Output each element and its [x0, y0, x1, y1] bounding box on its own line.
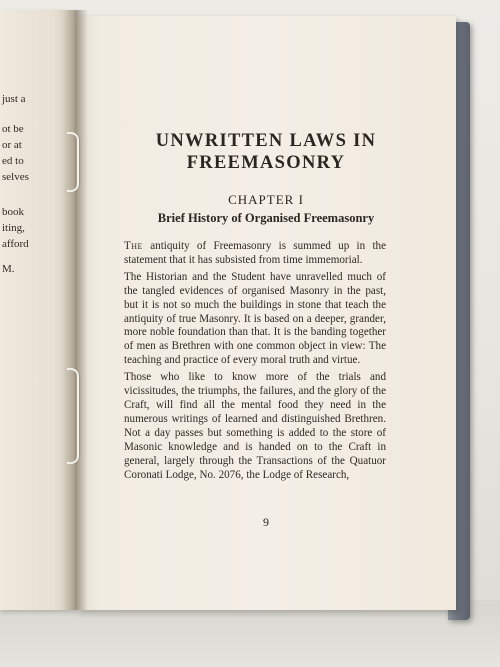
left-fragment: iting,	[2, 222, 25, 234]
paragraph-lead-word: The	[124, 240, 143, 252]
binding-stitch-bottom	[67, 368, 79, 464]
left-fragment: selves	[2, 171, 29, 183]
paragraph-1	[124, 240, 386, 268]
paragraph-2: The Historian and the Student have unravelled much of the tangled evidences of organised Masonry in the past, but it is not so much the buildings in stone that teach the antiquity of true Masonry. It is based on a deeper, grander, more noble foundation than that. It is the banding together of men as Brethren with one common object in view: The teaching and practice of every moral truth and virtue.	[124, 270, 386, 367]
left-fragment: just a	[2, 93, 26, 105]
page-number: 9	[263, 515, 269, 529]
table-shadow	[0, 600, 500, 667]
paragraph-1-text: antiquity of Freemasonry is summed up in the statement that it has subsisted from time immemorial.	[124, 240, 386, 266]
left-fragment: afford	[2, 238, 29, 250]
chapter-subtitle: Brief History of Organised Freemasonry	[157, 211, 375, 225]
chapter-heading: CHAPTER I	[228, 192, 304, 207]
page-title-line1: UNWRITTEN LAWS IN	[155, 131, 377, 151]
body-text	[124, 240, 386, 485]
left-fragment: ed to	[2, 155, 24, 167]
page-title-line2: FREEMASONRY	[186, 153, 346, 173]
paragraph-3: Those who like to know more of the trials and vicissitudes, the triumphs, the failures, and the glory of the Craft, will find all the mental food they need in the numerous writings of learned and distinguished Brethren. Not a day passes but something is added to the store of Masonic knowledge and is handed on to the Craft in general, largely through the Transactions of the Quatuor Coronati Lodge, No. 2076, the Lodge of Research,	[124, 371, 386, 481]
left-fragment: or at	[2, 139, 22, 151]
left-fragment: book	[2, 206, 24, 218]
left-fragment: M.	[2, 263, 15, 275]
left-fragment: ot be	[2, 123, 24, 135]
